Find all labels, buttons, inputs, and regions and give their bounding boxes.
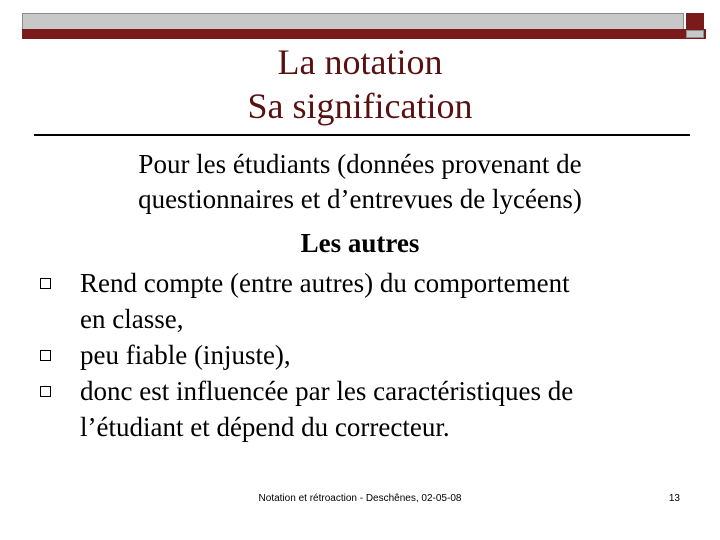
bullet-1-line-1: Rend compte (entre autres) du comportement [80,268,570,298]
bullet-item-1 [36,265,686,337]
bullet-item-2 [36,337,686,373]
intro-line-2: questionnaires et d’entrevues de lycéens) [138,184,582,214]
corner-square-red [686,13,704,30]
hollow-square-bullet-icon [40,350,51,361]
intro-line-1: Pour les étudiants (données provenant de [138,149,582,179]
title-line-2: Sa signification [247,86,473,126]
bullet-1-line-2: en classe, [80,304,184,334]
slide-title [0,40,720,128]
page-number: 13 [668,493,680,504]
bullet-list [36,265,686,445]
bullet-3-line-2: l’étudiant et dépend du correcteur. [80,412,450,442]
title-line-1: La notation [277,42,443,82]
subheading: Les autres [300,228,420,258]
hollow-square-bullet-icon [40,386,51,397]
hollow-square-bullet-icon [40,278,51,289]
top-decorative-bar-red [22,29,706,39]
corner-square-gray [686,30,704,38]
title-divider [34,134,690,136]
top-decorative-bar-gray [22,13,684,30]
footer-text: Notation et rétroaction - Deschênes, 02-05-08 [258,493,462,504]
intro-text [60,147,660,217]
bullet-3-line-1: donc est influencée par les caractéristiques de [80,376,574,406]
bullet-2-line-1: peu fiable (injuste), [80,340,291,370]
bullet-item-3 [36,373,686,445]
